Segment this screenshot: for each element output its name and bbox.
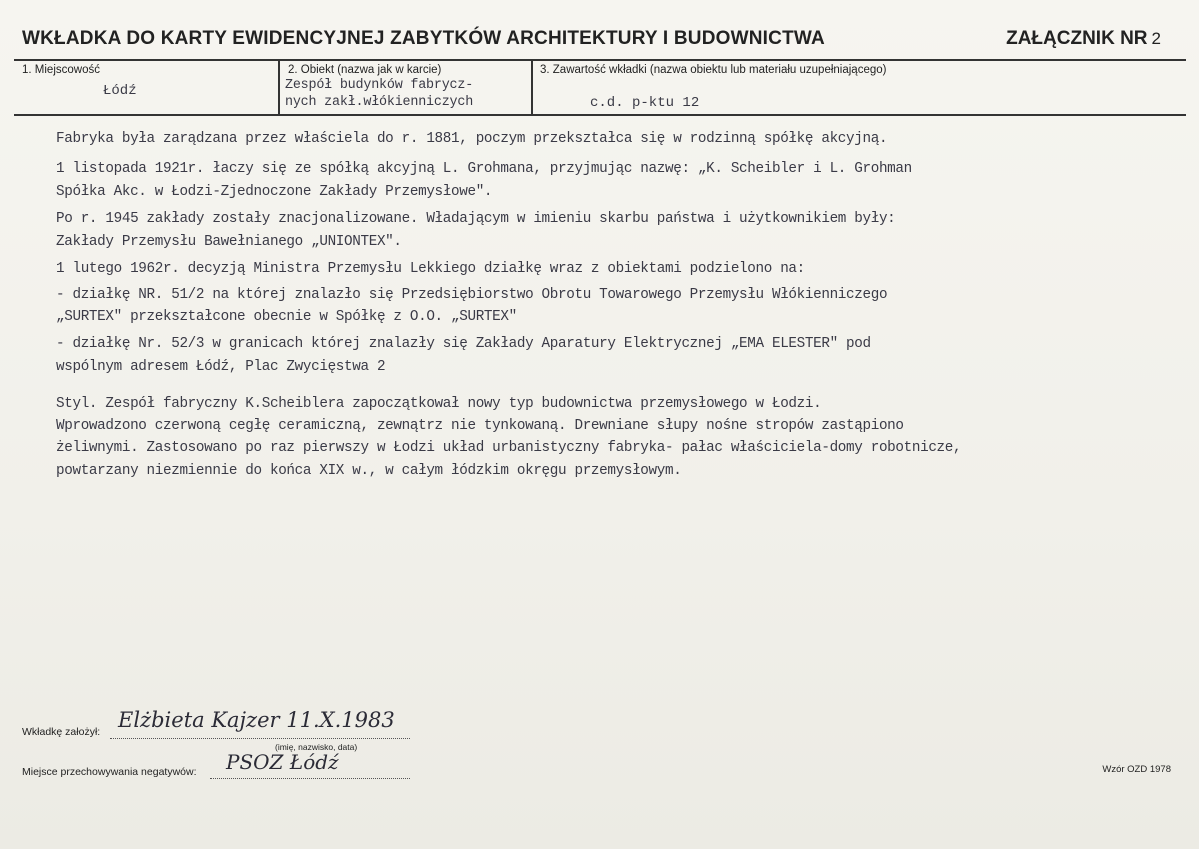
body-line: „SURTEX" przekształcone obecnie w Spółkę z O.O. „SURTEX" — [56, 309, 517, 325]
content-label: 3. Zawartość wkładki (nazwa obiektu lub materiału uzupełniającego) — [540, 64, 887, 76]
negatives-location-line — [210, 778, 410, 779]
negatives-location-value: PSOZ Łódź — [226, 750, 339, 774]
content-value: c.d. p-ktu 12 — [590, 95, 700, 111]
attachment-label: ZAŁĄCZNIK NR — [1006, 28, 1148, 49]
object-value-line-2: nych zakł.włókienniczych — [285, 95, 474, 110]
form-model: Wzór OZD 1978 — [1102, 764, 1171, 775]
inserted-by-line — [110, 738, 410, 739]
body-line: Styl. Zespół fabryczny K.Scheiblera zapoczątkował nowy typ budownictwa przemysłowego w Łodzi. — [56, 396, 822, 412]
attachment-number-label — [1006, 28, 1161, 50]
form-title: WKŁADKA DO KARTY EWIDENCYJNEJ ZABYTKÓW ARCHITEKTURY I BUDOWNICTWA — [22, 28, 825, 49]
attachment-number: 2 — [1151, 29, 1161, 48]
body-line: powtarzany niezmiennie do końca XIX w., w całym łódzkim okręgu przemysłowym. — [56, 463, 682, 479]
body-line: żeliwnymi. Zastosowano po raz pierwszy w Łodzi układ urbanistyczny fabryka- pałac właściciela-domy robotnicze, — [56, 440, 962, 456]
locality-label: 1. Miejscowość — [22, 64, 100, 76]
header-rule — [14, 59, 1186, 61]
body-line: Po r. 1945 zakłady zostały znacjonalizowane. Władającym w imieniu skarbu państwa i użytkownikiem były: — [56, 211, 896, 227]
object-value-line-1: Zespół budynków fabrycz- — [285, 78, 474, 93]
body-line: - działkę NR. 51/2 na której znalazło się Przedsiębiorstwo Obrotu Towarowego Przemysłu Włókienniczego — [56, 287, 888, 303]
object-label: 2. Obiekt (nazwa jak w karcie) — [288, 64, 442, 76]
inserted-by-signature: Elżbieta Kajzer 11.X.1983 — [118, 708, 395, 732]
body-line: 1 lutego 1962r. decyzją Ministra Przemysłu Lekkiego działkę wraz z obiektami podzielono na: — [56, 261, 805, 277]
inserted-by-label: Wkładkę założył: — [22, 726, 101, 738]
body-line: - działkę Nr. 52/3 w granicach której znalazły się Zakłady Aparatury Elektrycznej „EMA ELESTER" pod — [56, 336, 871, 352]
fields-bottom-rule — [14, 114, 1186, 116]
body-line: Zakłady Przemysłu Bawełnianego „UNIONTEX". — [56, 234, 402, 250]
negatives-location-label: Miejsce przechowywania negatywów: — [22, 766, 197, 778]
body-line: Spółka Akc. w Łodzi-Zjednoczone Zakłady Przemysłowe". — [56, 184, 493, 200]
body-line: Fabryka była zarądzana przez właściela do r. 1881, poczym przekształca się w rodzinną spółkę akcyjną. — [56, 131, 888, 147]
body-line: Wprowadzono czerwoną cegłę ceramiczną, zewnątrz nie tynkowaną. Drewniane słupy nośne stropów zastąpiono — [56, 418, 904, 434]
field-divider-2 — [531, 59, 533, 115]
field-divider-1 — [278, 59, 280, 115]
inserted-by-hint: (imię, nazwisko, data) — [275, 742, 358, 752]
locality-value: Łódź — [103, 83, 137, 99]
body-line: 1 listopada 1921r. łaczy się ze spółką akcyjną L. Grohmana, przyjmując nazwę: „K. Scheibler i L. Grohman — [56, 161, 912, 177]
body-line: wspólnym adresem Łódź, Plac Zwycięstwa 2 — [56, 359, 386, 375]
